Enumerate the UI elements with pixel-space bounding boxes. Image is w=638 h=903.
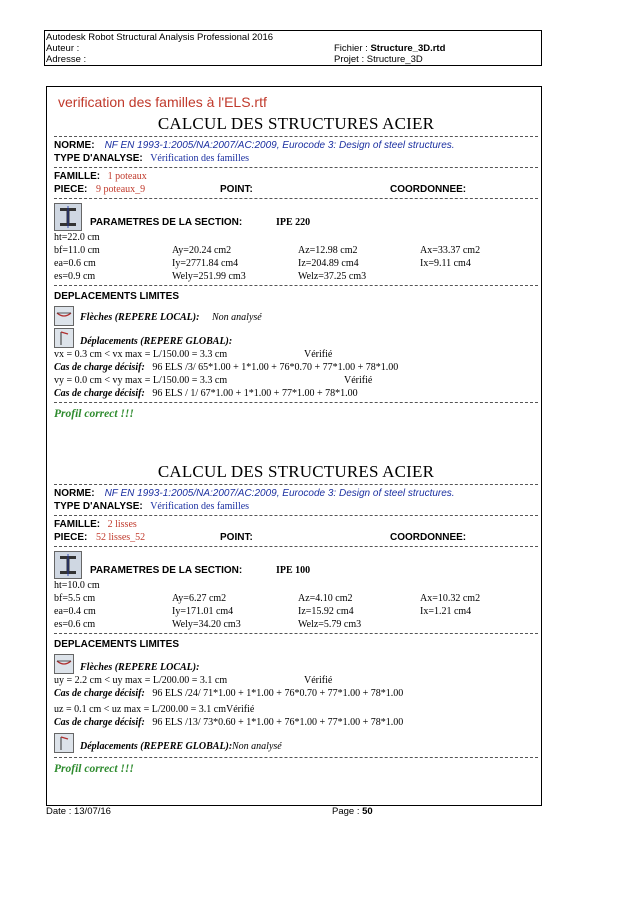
prop-ay: Ay=20.24 cm2 bbox=[172, 245, 232, 256]
fleches-value: Non analysé bbox=[212, 312, 262, 323]
address-label: Adresse : bbox=[46, 54, 87, 65]
cas-value: 96 ELS /3/ 65*1.00 + 1*1.00 + 76*0.70 + 77*1.00 + 78*1.00 bbox=[152, 362, 399, 373]
divider bbox=[54, 402, 538, 403]
project-value: Structure_3D bbox=[366, 54, 423, 65]
footer-page bbox=[332, 806, 373, 817]
prop-wely: Wely=34.20 cm3 bbox=[172, 619, 241, 630]
norme-label: NORME: bbox=[54, 140, 95, 151]
prop-iz: Iz=15.92 cm4 bbox=[298, 606, 354, 617]
i-beam-section-icon bbox=[54, 551, 82, 579]
calc-block-1 bbox=[54, 114, 538, 420]
fleches-row bbox=[54, 306, 538, 326]
prop-ea: ea=0.4 cm bbox=[54, 606, 96, 617]
block-title: CALCUL DES STRUCTURES ACIER bbox=[157, 114, 435, 133]
point-label: POINT: bbox=[220, 184, 253, 195]
prop-es: es=0.6 cm bbox=[54, 619, 96, 630]
deplacements-row bbox=[54, 328, 538, 348]
prop-az: Az=4.10 cm2 bbox=[298, 593, 353, 604]
divider bbox=[54, 285, 538, 286]
fleches-label: Flèches (REPERE LOCAL): bbox=[80, 312, 200, 323]
prop-bf: bf=5.5 cm bbox=[54, 593, 96, 604]
cas-value: 96 ELS / 1/ 67*1.00 + 1*1.00 + 77*1.00 + 78*1.00 bbox=[152, 388, 358, 399]
check-line: vy = 0.0 cm < vy max = L/150.00 = 3.3 cm bbox=[54, 375, 228, 386]
piece-label: PIECE: bbox=[54, 184, 88, 195]
depl-label: Déplacements (REPERE GLOBAL): bbox=[80, 741, 233, 752]
prop-iy: Iy=2771.84 cm4 bbox=[172, 258, 239, 269]
divider bbox=[54, 546, 538, 547]
check-status: Vérifié bbox=[304, 349, 333, 360]
fleches-label: Flèches (REPERE LOCAL): bbox=[80, 662, 200, 673]
prop-ea: ea=0.6 cm bbox=[54, 258, 96, 269]
author-label: Auteur : bbox=[46, 43, 80, 54]
prop-iz: Iz=204.89 cm4 bbox=[298, 258, 359, 269]
file-value: Structure_3D.rtd bbox=[370, 43, 446, 54]
analyse-value: Vérification des familles bbox=[150, 501, 250, 512]
divider bbox=[54, 515, 538, 516]
divider bbox=[54, 167, 538, 168]
params-label: PARAMETRES DE LA SECTION: bbox=[90, 565, 243, 576]
page-footer bbox=[46, 806, 540, 818]
file-label: Fichier : bbox=[334, 43, 368, 54]
piece-value: 52 lisses_52 bbox=[96, 532, 146, 543]
depl-value: Non analysé bbox=[232, 741, 282, 752]
analyse-label: TYPE D'ANALYSE: bbox=[54, 153, 143, 164]
app-name: Autodesk Robot Structural Analysis Professional 2016 bbox=[46, 32, 274, 43]
check-status: Vérifié bbox=[304, 675, 333, 686]
section-name: IPE 220 bbox=[276, 217, 311, 228]
norme-label: NORME: bbox=[54, 488, 95, 499]
prop-ax: Ax=10.32 cm2 bbox=[420, 593, 481, 604]
page-label: Page : bbox=[332, 806, 360, 817]
calc-block-2 bbox=[54, 462, 538, 775]
piece-label: PIECE: bbox=[54, 532, 88, 543]
divider bbox=[54, 757, 538, 758]
norme-value: NF EN 1993-1:2005/NA:2007/AC:2009, Eurocode 3: Design of steel structures. bbox=[104, 140, 455, 151]
point-label: POINT: bbox=[220, 532, 253, 543]
footer-date: Date : 13/07/16 bbox=[46, 806, 111, 817]
prop-bf: bf=11.0 cm bbox=[54, 245, 100, 256]
prop-ix: Ix=1.21 cm4 bbox=[420, 606, 472, 617]
coord-label: COORDONNEE: bbox=[390, 532, 467, 543]
prop-es: es=0.9 cm bbox=[54, 271, 96, 282]
divider bbox=[54, 136, 538, 137]
params-label: PARAMETRES DE LA SECTION: bbox=[90, 217, 243, 228]
famille-label: FAMILLE: bbox=[54, 171, 101, 182]
cas-value: 96 ELS /24/ 71*1.00 + 1*1.00 + 76*0.70 + 77*1.00 + 78*1.00 bbox=[152, 688, 404, 699]
coord-label: COORDONNEE: bbox=[390, 184, 467, 195]
displacement-icon bbox=[54, 328, 74, 348]
norme-value: NF EN 1993-1:2005/NA:2007/AC:2009, Eurocode 3: Design of steel structures. bbox=[104, 488, 455, 499]
check-line: uz = 0.1 cm < uz max = L/200.00 = 3.1 cmVérifié bbox=[54, 704, 255, 715]
prop-welz: Welz=5.79 cm3 bbox=[298, 619, 362, 630]
section-params-row bbox=[54, 549, 538, 579]
section-params-row bbox=[54, 201, 538, 231]
cas-label: Cas de charge décisif: bbox=[54, 362, 145, 373]
prop-ix: Ix=9.11 cm4 bbox=[420, 258, 471, 269]
prop-iy: Iy=171.01 cm4 bbox=[172, 606, 234, 617]
check-status: Vérifié bbox=[344, 375, 373, 386]
project-label: Projet : bbox=[334, 54, 365, 65]
deplacements-heading: DEPLACEMENTS LIMITES bbox=[54, 291, 180, 302]
divider bbox=[54, 198, 538, 199]
cas-label: Cas de charge décisif: bbox=[54, 388, 145, 399]
piece-value: 9 poteaux_9 bbox=[96, 184, 146, 195]
fleches-row bbox=[54, 654, 538, 674]
deplacements-row bbox=[54, 733, 538, 755]
page-number: 50 bbox=[362, 806, 373, 817]
cas-label: Cas de charge décisif: bbox=[54, 717, 145, 728]
document-title: verification des familles à l'ELS.rtf bbox=[58, 94, 267, 110]
analyse-value: Vérification des familles bbox=[150, 153, 250, 164]
prop-welz: Welz=37.25 cm3 bbox=[298, 271, 367, 282]
famille-label: FAMILLE: bbox=[54, 519, 101, 530]
prop-ax: Ax=33.37 cm2 bbox=[420, 245, 481, 256]
result-status: Profil correct !!! bbox=[54, 408, 134, 420]
deflection-icon bbox=[54, 306, 74, 326]
deplacements-heading: DEPLACEMENTS LIMITES bbox=[54, 639, 180, 650]
i-beam-section-icon bbox=[54, 203, 82, 231]
prop-az: Az=12.98 cm2 bbox=[298, 245, 358, 256]
divider bbox=[54, 484, 538, 485]
check-line: uy = 2.2 cm < uy max = L/200.00 = 3.1 cm bbox=[54, 675, 228, 686]
famille-value: 1 poteaux bbox=[107, 171, 147, 182]
displacement-icon bbox=[54, 733, 74, 753]
header-border bbox=[44, 30, 542, 66]
depl-label: Déplacements (REPERE GLOBAL): bbox=[80, 336, 233, 347]
prop-wely: Wely=251.99 cm3 bbox=[172, 271, 246, 282]
cas-label: Cas de charge décisif: bbox=[54, 688, 145, 699]
analyse-label: TYPE D'ANALYSE: bbox=[54, 501, 143, 512]
famille-value: 2 lisses bbox=[107, 519, 137, 530]
prop-ht: ht=22.0 cm bbox=[54, 232, 100, 243]
section-name: IPE 100 bbox=[276, 565, 311, 576]
prop-ht: ht=10.0 cm bbox=[54, 580, 100, 591]
cas-value: 96 ELS /13/ 73*0.60 + 1*1.00 + 76*1.00 + 77*1.00 + 78*1.00 bbox=[152, 717, 404, 728]
check-line: vx = 0.3 cm < vx max = L/150.00 = 3.3 cm bbox=[54, 349, 228, 360]
result-status: Profil correct !!! bbox=[54, 763, 134, 775]
divider bbox=[54, 633, 538, 634]
block-title: CALCUL DES STRUCTURES ACIER bbox=[157, 462, 435, 481]
deflection-icon bbox=[54, 654, 74, 674]
page-header bbox=[46, 32, 538, 65]
prop-ay: Ay=6.27 cm2 bbox=[172, 593, 227, 604]
